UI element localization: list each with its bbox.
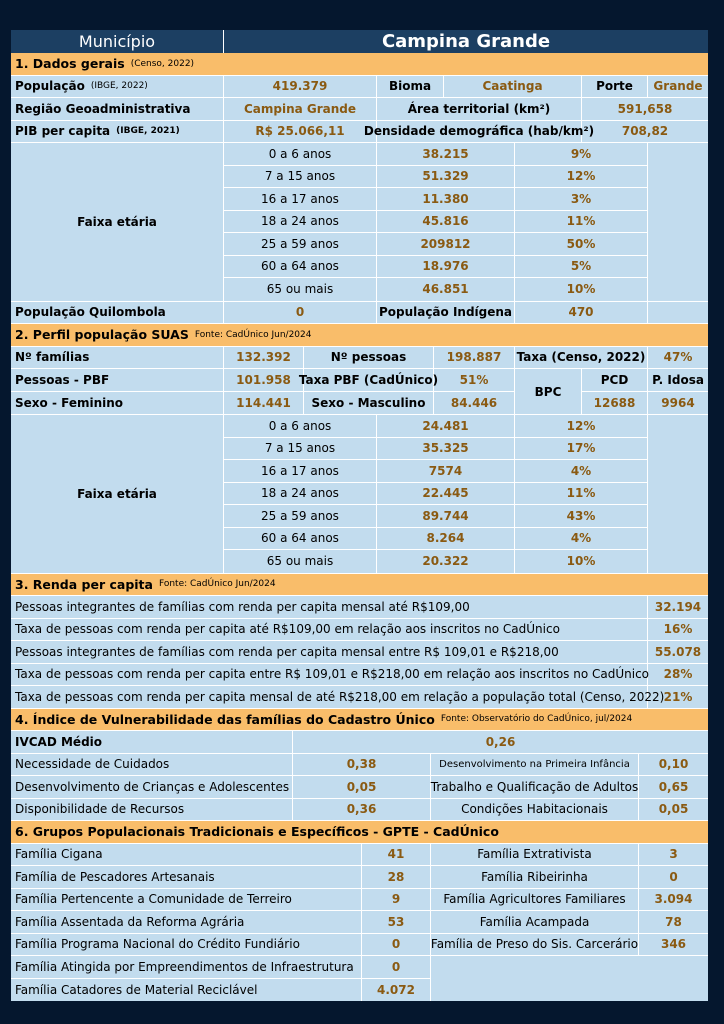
- header-bar: [11, 30, 708, 53]
- table-row: [431, 911, 708, 934]
- gpte-value: 0: [362, 956, 431, 978]
- section-title: 2. Perfil população SUAS: [15, 327, 189, 343]
- faixa-value: 51.329: [377, 166, 515, 188]
- ivcad-dimension-value: 0,36: [293, 799, 431, 821]
- taxa-value: 47%: [663, 350, 693, 365]
- populacao-value: 419.379: [224, 76, 377, 98]
- populacao-label: População: [15, 79, 85, 94]
- table-row: [11, 302, 708, 325]
- gpte-value: 0: [362, 934, 431, 956]
- faixa-label: 60 a 64 anos: [224, 528, 377, 550]
- faixa-spacer: [648, 143, 708, 301]
- faixa-pct: 11%: [515, 483, 648, 505]
- pidosa-label: P. Idosa: [648, 369, 708, 392]
- faixa-pct: 12%: [515, 166, 648, 188]
- taxa-pbf-value: 51%: [434, 369, 515, 391]
- section-title: 3. Renda per capita: [15, 576, 153, 592]
- faixa-pct: 12%: [515, 415, 648, 437]
- taxa-label: Taxa (Censo, 2022): [515, 347, 648, 369]
- faixa-pct: 3%: [515, 188, 648, 210]
- gpte-value: 3: [669, 847, 678, 862]
- table-row: [431, 866, 708, 889]
- ivcad-dimension-label: Desenvolvimento na Primeira Infância: [431, 754, 639, 776]
- faixa-value: 38.215: [377, 143, 515, 165]
- renda-value: 21%: [663, 689, 693, 704]
- table-row: [11, 392, 515, 415]
- ivcad-dimension-value: 0,05: [658, 802, 689, 817]
- table-row: [224, 188, 648, 211]
- gpte-label: Família Programa Nacional do Crédito Fundiário: [11, 934, 362, 956]
- ivcad-dimension-label: Desenvolvimento de Crianças e Adolescentes: [11, 776, 293, 798]
- faixa-value: 24.481: [377, 415, 515, 437]
- section-source: Fonte: CadÚnico Jun/2024: [194, 329, 312, 340]
- quilombola-value: 0: [224, 302, 377, 324]
- pbf-bpc-block: [11, 369, 708, 415]
- masc-label: Sexo - Masculino: [304, 392, 434, 415]
- section-source: Fonte: CadÚnico Jun/2024: [158, 579, 276, 590]
- faixa-pct: 9%: [515, 143, 648, 165]
- gpte-value: 346: [660, 937, 687, 952]
- renda-label: Pessoas integrantes de famílias com renda per capita mensal até R$109,00: [11, 596, 648, 618]
- pib-label-cell: [11, 121, 224, 143]
- table-row: [224, 256, 648, 279]
- faixa-pct: 10%: [515, 550, 648, 573]
- municipio-label: Município: [11, 30, 224, 53]
- table-row: [11, 889, 431, 912]
- section-title: 1. Dados gerais: [15, 56, 125, 72]
- faixa-pct: 4%: [515, 460, 648, 482]
- faixa-value: 8.264: [377, 528, 515, 550]
- faixa-value: 209812: [377, 233, 515, 255]
- table-row: [11, 776, 708, 799]
- gpte-label: Família Ribeirinha: [431, 866, 639, 888]
- gpte-label: Família Cigana: [11, 844, 362, 866]
- faixa-value: 20.322: [377, 550, 515, 573]
- section-2-title: [11, 324, 708, 347]
- densidade-value: 708,82: [621, 124, 669, 139]
- faixa-pct: 11%: [515, 211, 648, 233]
- empty-cell: [648, 302, 708, 324]
- gpte-value: 53: [362, 911, 431, 933]
- pidosa-value: 9964: [661, 395, 695, 410]
- area-label: Área territorial (km²): [377, 98, 582, 120]
- renda-label: Pessoas integrantes de famílias com renda per capita mensal entre R$ 109,01 e R$218,00: [11, 641, 648, 663]
- section-4-title: [11, 709, 708, 732]
- quilombola-label: População Quilombola: [11, 302, 224, 324]
- gpte-value: 41: [362, 844, 431, 866]
- table-row: [11, 956, 431, 979]
- table-row: [224, 550, 648, 573]
- table-row: [11, 619, 708, 642]
- gpte-value: 0: [669, 869, 678, 884]
- faixa-label: 16 a 17 anos: [224, 460, 377, 482]
- section-3-title: [11, 574, 708, 597]
- table-row: [431, 889, 708, 912]
- fem-value: 114.441: [224, 392, 304, 415]
- gpte-label: Família de Pescadores Artesanais: [11, 866, 362, 888]
- table-row: [11, 98, 708, 121]
- pib-value: R$ 25.066,11: [224, 121, 377, 143]
- renda-label: Taxa de pessoas com renda per capita entre R$ 109,01 e R$218,00 em relação aos inscritos no CadÚnico: [11, 664, 648, 686]
- table-row: [224, 166, 648, 189]
- regiao-label: Região Geoadministrativa: [11, 98, 224, 120]
- area-value: 591,658: [617, 101, 673, 116]
- section-title: 4. Índice de Vulnerabilidade das famílias do Cadastro Único: [15, 711, 435, 727]
- table-row: [11, 866, 431, 889]
- pcd-label: PCD: [582, 369, 648, 392]
- ivcad-rows: [11, 754, 708, 822]
- table-row: [224, 143, 648, 166]
- renda-value: 16%: [663, 622, 693, 637]
- gpte-value: 4.072: [362, 979, 431, 1002]
- indigena-label: População Indígena: [377, 302, 515, 324]
- table-row: [11, 934, 431, 957]
- ivcad-dimension-label: Condições Habitacionais: [431, 799, 639, 821]
- faixa-pct: 50%: [515, 233, 648, 255]
- gpte-value: 28: [362, 866, 431, 888]
- renda-value: 28%: [663, 667, 693, 682]
- pessoas-label: Nº pessoas: [304, 347, 434, 369]
- faixa-label: 65 ou mais: [224, 278, 377, 301]
- bioma-label: Bioma: [377, 76, 444, 98]
- section-6-title: [11, 821, 708, 844]
- table-row: [11, 754, 708, 777]
- table-row: [11, 76, 708, 99]
- table-row: [224, 528, 648, 551]
- porte-label: Porte: [582, 76, 648, 98]
- table-row: [11, 664, 708, 687]
- gpte-label: Família Extrativista: [431, 844, 639, 866]
- pbf-value: 101.958: [224, 369, 304, 391]
- section-source: (Censo, 2022): [130, 58, 195, 69]
- section-source: Fonte: Observatório do CadÚnico, jul/2024: [440, 714, 633, 725]
- gpte-label: Família Acampada: [431, 911, 639, 933]
- section-1-title: [11, 53, 708, 76]
- table-row: [224, 438, 648, 461]
- faixa-value: 35.325: [377, 438, 515, 460]
- faixa-pct: 43%: [515, 505, 648, 527]
- faixa-label: 7 a 15 anos: [224, 438, 377, 460]
- table-row: [11, 731, 708, 754]
- taxa-pbf-label: Taxa PBF (CadÚnico): [304, 369, 434, 391]
- gpte-label: Família Atingida por Empreendimentos de Infraestrutura: [11, 956, 362, 978]
- faixa-rows: [224, 143, 648, 301]
- faixa-value: 46.851: [377, 278, 515, 301]
- ivcad-dimension-value: 0,05: [293, 776, 431, 798]
- faixa-label: 18 a 24 anos: [224, 211, 377, 233]
- gpte-label: Família Pertencente a Comunidade de Terreiro: [11, 889, 362, 911]
- ivcad-dimension-value: 0,10: [658, 757, 689, 772]
- gpte-rows: [11, 844, 708, 1002]
- renda-rows: [11, 596, 708, 709]
- table-row: [224, 211, 648, 234]
- ivcad-label: IVCAD Médio: [11, 731, 293, 753]
- faixa-label: 60 a 64 anos: [224, 256, 377, 278]
- ivcad-dimension-value: 0,38: [293, 754, 431, 776]
- masc-value: 84.446: [434, 392, 515, 415]
- faixa-etaria-block: [11, 143, 708, 302]
- municipal-data-sheet: [11, 30, 708, 1001]
- faixa-label: 18 a 24 anos: [224, 483, 377, 505]
- pib-label: PIB per capita: [15, 124, 111, 139]
- familias-value: 132.392: [224, 347, 304, 369]
- renda-value: 32.194: [654, 599, 702, 614]
- pcd-value: 12688: [582, 392, 648, 415]
- renda-label: Taxa de pessoas com renda per capita mensal de até R$218,00 em relação a população total (Censo, 2022): [11, 686, 648, 708]
- regiao-value: Campina Grande: [224, 98, 377, 120]
- faixa-value: 18.976: [377, 256, 515, 278]
- ivcad-value: 0,26: [485, 734, 516, 749]
- table-row: [11, 596, 708, 619]
- faixa-etaria-label: Faixa etária: [11, 143, 224, 301]
- faixa-label: 0 a 6 anos: [224, 415, 377, 437]
- densidade-label: Densidade demográfica (hab/km²): [377, 121, 582, 143]
- table-row: [11, 979, 431, 1002]
- gpte-value: 9: [362, 889, 431, 911]
- table-row: [11, 369, 515, 392]
- faixa-pct: 5%: [515, 256, 648, 278]
- faixa-label: 0 a 6 anos: [224, 143, 377, 165]
- table-row: [11, 686, 708, 709]
- table-row: [224, 233, 648, 256]
- faixa-spacer: [648, 415, 708, 573]
- table-row: [224, 415, 648, 438]
- pessoas-value: 198.887: [434, 347, 515, 369]
- indigena-value: 470: [515, 302, 648, 324]
- bpc-label: BPC: [515, 369, 582, 414]
- table-row: [224, 483, 648, 506]
- ivcad-dimension-label: Disponibilidade de Recursos: [11, 799, 293, 821]
- faixa-value: 7574: [377, 460, 515, 482]
- table-row: [224, 278, 648, 301]
- faixa-value: 11.380: [377, 188, 515, 210]
- table-row: [11, 911, 431, 934]
- faixa-label: 25 a 59 anos: [224, 233, 377, 255]
- faixa-value: 45.816: [377, 211, 515, 233]
- faixa-etaria-suas-block: [11, 415, 708, 574]
- ivcad-dimension-label: Trabalho e Qualificação de Adultos: [431, 776, 639, 798]
- faixa-label: 16 a 17 anos: [224, 188, 377, 210]
- faixa-label: 65 ou mais: [224, 550, 377, 573]
- faixa-pct: 4%: [515, 528, 648, 550]
- faixa-value: 22.445: [377, 483, 515, 505]
- faixa-pct: 17%: [515, 438, 648, 460]
- table-row: [431, 844, 708, 867]
- populacao-label-cell: [11, 76, 224, 98]
- faixa-etaria-label: Faixa etária: [11, 415, 224, 573]
- table-row: [11, 347, 708, 370]
- table-row: [224, 505, 648, 528]
- gpte-label: Família Agricultores Familiares: [431, 889, 639, 911]
- renda-label: Taxa de pessoas com renda per capita até R$109,00 em relação aos inscritos no CadÚnico: [11, 619, 648, 641]
- gpte-value: 78: [665, 914, 682, 929]
- faixa-rows: [224, 415, 648, 573]
- ivcad-dimension-value: 0,65: [658, 779, 689, 794]
- bioma-value: Caatinga: [444, 76, 582, 98]
- porte-value: Grande: [653, 79, 703, 94]
- faixa-pct: 10%: [515, 278, 648, 301]
- faixa-value: 89.744: [377, 505, 515, 527]
- table-row: [11, 121, 708, 144]
- table-row: [11, 844, 431, 867]
- section-title: 6. Grupos Populacionais Tradicionais e Específicos - GPTE - CadÚnico: [15, 824, 499, 840]
- renda-value: 55.078: [654, 644, 702, 659]
- municipio-name: Campina Grande: [381, 31, 551, 52]
- gpte-label: Família de Preso do Sis. Carcerário: [431, 934, 639, 956]
- faixa-label: 25 a 59 anos: [224, 505, 377, 527]
- gpte-label: Família Assentada da Reforma Agrária: [11, 911, 362, 933]
- gpte-label: Família Catadores de Material Reciclável: [11, 979, 362, 1002]
- populacao-source: (IBGE, 2022): [90, 81, 148, 92]
- familias-label: Nº famílias: [11, 347, 224, 369]
- table-row: [224, 460, 648, 483]
- fem-label: Sexo - Feminino: [11, 392, 224, 415]
- faixa-label: 7 a 15 anos: [224, 166, 377, 188]
- table-row: [11, 641, 708, 664]
- pbf-label: Pessoas - PBF: [11, 369, 224, 391]
- table-row: [11, 799, 708, 822]
- gpte-value: 3.094: [654, 892, 693, 907]
- table-row: [431, 934, 708, 957]
- pib-source: (IBGE, 2021): [116, 126, 180, 137]
- ivcad-dimension-label: Necessidade de Cuidados: [11, 754, 293, 776]
